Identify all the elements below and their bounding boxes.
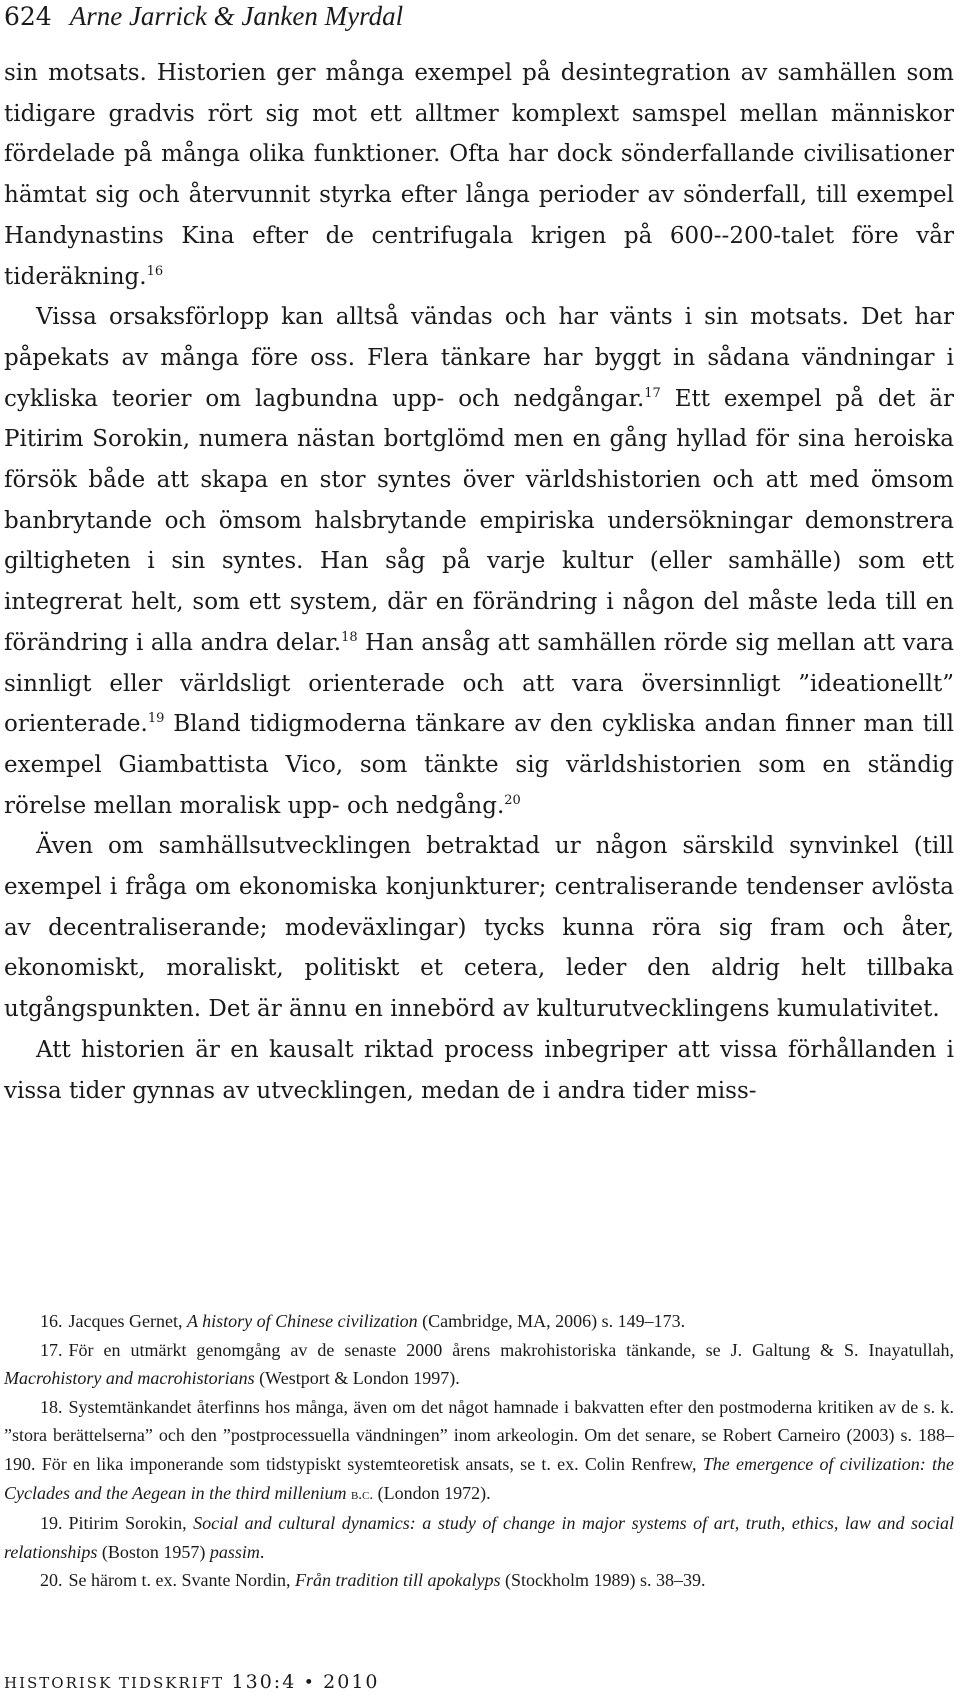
footnote-20: 20. Se härom t. ex. Svante Nordin, Från tradition till apokalyps (Stockholm 1989) s. 38–39. bbox=[40, 1570, 706, 1591]
running-header bbox=[4, 0, 403, 32]
footnote-ref-17[interactable]: 17 bbox=[644, 385, 661, 401]
paragraph-1: sin motsats. Historien ger många exempel på desintegration av samhällen som tidigare gradvis rört sig mot ett alltmer komplext samspel mellan människor fördelade på många olika funktioner. Ofta har dock sönderfallande civilisationer hämtat sig och återvunnit styrka efter långa perioder av sönderfall, till exempel Handynastins Kina efter de centrifugala krigen på 600--200-talet före vår tideräkning.$^{16}$ bbox=[4, 60, 954, 290]
page-number: 624 bbox=[4, 2, 52, 31]
footnote-16: 16. Jacques Gernet, A history of Chinese civilization (Cambridge, MA, 2006) s. 149–173. bbox=[40, 1311, 686, 1331]
paragraph-3: Även om samhällsutvecklingen betraktad ur någon särskild synvinkel (till exempel i fråga om ekonomiska konjunkturer; centraliserande tendenser avlösta av decentraliserande; modeväxlingar) tycks kunna röra sig fram och åter, ekonomiskt, moraliskt, politiskt et cetera, leder den aldrig helt tillbaka utgångspunkten. Det är ännu en innebörd av kulturutvecklingens kumulativitet. bbox=[4, 833, 954, 1023]
paragraph-4: Att historien är en kausalt riktad process inbegriper att vissa förhållanden i vissa tider gynnas av utvecklingen, medan de i andra tider miss- bbox=[4, 1036, 954, 1104]
footer-separator: • bbox=[303, 1673, 316, 1693]
footnote-17: 17. För en utmärkt genomgång av de senaste 2000 årens makrohistoriska tänkande, se J. Galtung & S. Inayatullah, Macrohistory and macrohistorians (Westport & London 1997). bbox=[4, 1339, 954, 1389]
footnote-ref-16[interactable]: 16 bbox=[146, 263, 164, 279]
footnote-ref-19[interactable]: 19 bbox=[147, 711, 165, 727]
running-header-authors: Arne Jarrick & Janken Myrdal bbox=[69, 1, 404, 31]
journal-issue: 130:4 bbox=[231, 1671, 297, 1693]
paragraph-2: Vissa orsaksförlopp kan alltså vändas och har vänts i sin motsats. Det har påpekats av många före oss. Flera tänkare har byggt in sådana vändningar i cykliska teorier om lagbundna upp- och nedgångar.$^{17}$ Ett exempel på det är Pitirim Sorokin, numera nästan bortglömd men en gång hyllad för sina heroiska försök både att skapa en stor syntes över världshistorien och att med ömsom banbrytande och ömsom halsbrytande empiriska undersökningar demonstrera giltigheten i sin syntes. Han såg på varje kultur (eller samhälle) som ett integrerat helt, som ett system, där en förändring i någon del måste leda till en förändring i alla andra delar.$^{18}$ Han ansåg att samhällen rörde sig mellan att vara sinnligt eller världsligt orienterade och att vara översinnligt ”ideationellt” orienterade.$^{19}$ Bland tidigmoderna tänkare av den cykliska andan finner man till exempel Giambattista Vico, som tänkte sig världshistorien som en ständig rörelse mellan moralisk upp- och nedgång.$^{20}$ bbox=[4, 304, 954, 819]
journal-title: HISTORISK TIDSKRIFT bbox=[4, 1674, 225, 1692]
journal-year: 2010 bbox=[323, 1671, 380, 1693]
journal-footer bbox=[4, 1670, 380, 1695]
footnote-ref-20[interactable]: 20 bbox=[504, 792, 521, 808]
footnote-ref-18[interactable]: 18 bbox=[341, 629, 358, 645]
body-text bbox=[4, 53, 954, 1111]
footnotes bbox=[4, 1307, 954, 1595]
footnote-18: 18. Systemtänkandet återfinns hos många, även om det något hamnade i bakvatten efter den postmoderna kritiken av de s. k. ”stora berättelserna” och den ”postprocessuella vändningen” inom arkeologin. Om det senare, se Robert Carneiro (2003) s. 188–190. För en lika imponerande som tidstypiskt systemteoretisk ansats, se t. ex. Colin Renfrew, The emergence of civilization: the Cyclades and the Aegean in the third millenium b.c. (London 1972). bbox=[4, 1396, 954, 1503]
footnote-19: 19. Pitirim Sorokin, Social and cultural dynamics: a study of change in major systems of art, truth, ethics, law and social relationships (Boston 1957) passim. bbox=[4, 1513, 954, 1562]
